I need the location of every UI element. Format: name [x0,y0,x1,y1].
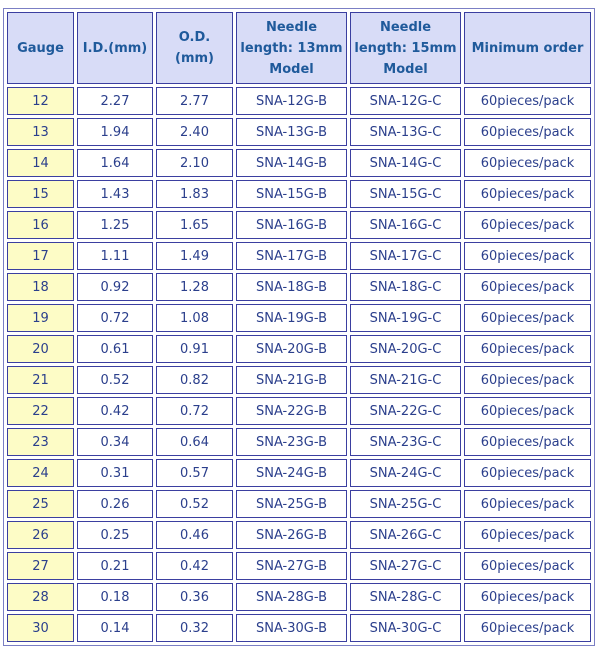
model-13mm-cell: SNA-17G-B [236,242,347,270]
gauge-cell: 21 [7,366,74,394]
gauge-cell: 30 [7,614,74,642]
model-15mm-cell: SNA-26G-C [350,521,461,549]
model-13mm-cell: SNA-27G-B [236,552,347,580]
inner-diameter-cell: 2.27 [77,87,153,115]
minimum-order-cell: 60pieces/pack [464,211,591,239]
minimum-order-cell: 60pieces/pack [464,459,591,487]
outer-diameter-cell: 1.65 [156,211,233,239]
minimum-order-cell: 60pieces/pack [464,583,591,611]
inner-diameter-cell: 0.31 [77,459,153,487]
model-15mm-cell: SNA-18G-C [350,273,461,301]
outer-diameter-cell: 0.57 [156,459,233,487]
gauge-cell: 16 [7,211,74,239]
model-15mm-cell: SNA-25G-C [350,490,461,518]
model-13mm-cell: SNA-30G-B [236,614,347,642]
table-header [7,12,591,84]
inner-diameter-cell: 0.72 [77,304,153,332]
model-15mm-cell: SNA-21G-C [350,366,461,394]
model-13mm-cell: SNA-25G-B [236,490,347,518]
header-c-line2: length: 15mm [354,40,457,56]
gauge-cell: 19 [7,304,74,332]
gauge-cell: 18 [7,273,74,301]
minimum-order-cell: 60pieces/pack [464,614,591,642]
minimum-order-cell: 60pieces/pack [464,428,591,456]
outer-diameter-cell: 0.32 [156,614,233,642]
table-row [7,335,591,363]
model-15mm-cell: SNA-12G-C [350,87,461,115]
table-row [7,366,591,394]
model-15mm-cell: SNA-14G-C [350,149,461,177]
model-13mm-cell: SNA-14G-B [236,149,347,177]
outer-diameter-cell: 0.91 [156,335,233,363]
minimum-order-cell: 60pieces/pack [464,490,591,518]
outer-diameter-cell: 1.08 [156,304,233,332]
inner-diameter-cell: 0.25 [77,521,153,549]
minimum-order-cell: 60pieces/pack [464,397,591,425]
model-15mm-cell: SNA-20G-C [350,335,461,363]
gauge-cell: 26 [7,521,74,549]
model-13mm-cell: SNA-19G-B [236,304,347,332]
minimum-order-cell: 60pieces/pack [464,87,591,115]
model-13mm-cell: SNA-18G-B [236,273,347,301]
header-model-15mm [350,12,461,84]
model-15mm-cell: SNA-30G-C [350,614,461,642]
minimum-order-cell: 60pieces/pack [464,304,591,332]
inner-diameter-cell: 0.34 [77,428,153,456]
outer-diameter-cell: 2.77 [156,87,233,115]
model-15mm-cell: SNA-23G-C [350,428,461,456]
header-outer-diameter [156,12,233,84]
header-gauge: Gauge [7,12,74,84]
gauge-cell: 13 [7,118,74,146]
inner-diameter-cell: 0.14 [77,614,153,642]
model-15mm-cell: SNA-27G-C [350,552,461,580]
model-13mm-cell: SNA-12G-B [236,87,347,115]
table-row [7,490,591,518]
model-15mm-cell: SNA-19G-C [350,304,461,332]
header-od-line1: O.D. [178,30,211,45]
model-15mm-cell: SNA-13G-C [350,118,461,146]
minimum-order-cell: 60pieces/pack [464,552,591,580]
header-b-line3: Model [269,61,314,77]
table-row [7,459,591,487]
gauge-cell: 22 [7,397,74,425]
minimum-order-cell: 60pieces/pack [464,366,591,394]
header-b-line2: length: 13mm [240,40,343,56]
inner-diameter-cell: 0.18 [77,583,153,611]
model-13mm-cell: SNA-26G-B [236,521,347,549]
inner-diameter-cell: 1.11 [77,242,153,270]
minimum-order-cell: 60pieces/pack [464,180,591,208]
inner-diameter-cell: 0.61 [77,335,153,363]
gauge-cell: 27 [7,552,74,580]
model-13mm-cell: SNA-28G-B [236,583,347,611]
inner-diameter-cell: 0.52 [77,366,153,394]
header-row [7,12,591,84]
header-minimum-order: Minimum order [464,12,591,84]
model-15mm-cell: SNA-15G-C [350,180,461,208]
inner-diameter-cell: 0.26 [77,490,153,518]
outer-diameter-cell: 0.42 [156,552,233,580]
outer-diameter-cell: 2.40 [156,118,233,146]
model-13mm-cell: SNA-16G-B [236,211,347,239]
table-row [7,583,591,611]
gauge-cell: 25 [7,490,74,518]
minimum-order-cell: 60pieces/pack [464,273,591,301]
outer-diameter-cell: 0.82 [156,366,233,394]
inner-diameter-cell: 0.21 [77,552,153,580]
table-row [7,521,591,549]
table-row [7,552,591,580]
header-od-line2: (mm) [175,51,214,66]
header-model-13mm [236,12,347,84]
inner-diameter-cell: 1.25 [77,211,153,239]
model-13mm-cell: SNA-24G-B [236,459,347,487]
model-13mm-cell: SNA-15G-B [236,180,347,208]
inner-diameter-cell: 1.43 [77,180,153,208]
gauge-cell: 14 [7,149,74,177]
table-row [7,304,591,332]
gauge-cell: 28 [7,583,74,611]
gauge-cell: 15 [7,180,74,208]
model-13mm-cell: SNA-21G-B [236,366,347,394]
header-inner-diameter: I.D.(mm) [77,12,153,84]
outer-diameter-cell: 0.36 [156,583,233,611]
minimum-order-cell: 60pieces/pack [464,118,591,146]
table-row [7,211,591,239]
gauge-cell: 12 [7,87,74,115]
outer-diameter-cell: 1.28 [156,273,233,301]
outer-diameter-cell: 0.46 [156,521,233,549]
model-13mm-cell: SNA-22G-B [236,397,347,425]
model-15mm-cell: SNA-28G-C [350,583,461,611]
gauge-cell: 24 [7,459,74,487]
model-15mm-cell: SNA-22G-C [350,397,461,425]
inner-diameter-cell: 1.64 [77,149,153,177]
table-row [7,118,591,146]
table-row [7,273,591,301]
outer-diameter-cell: 0.72 [156,397,233,425]
table-body [7,87,591,642]
outer-diameter-cell: 0.52 [156,490,233,518]
minimum-order-cell: 60pieces/pack [464,149,591,177]
header-c-line3: Model [383,61,428,77]
gauge-cell: 20 [7,335,74,363]
table-row [7,87,591,115]
table-row [7,149,591,177]
table-row [7,428,591,456]
outer-diameter-cell: 0.64 [156,428,233,456]
inner-diameter-cell: 0.42 [77,397,153,425]
model-13mm-cell: SNA-13G-B [236,118,347,146]
gauge-cell: 17 [7,242,74,270]
table-row [7,180,591,208]
header-c-line1: Needle [379,19,432,35]
needle-spec-table [3,8,595,646]
table-row [7,397,591,425]
outer-diameter-cell: 2.10 [156,149,233,177]
model-13mm-cell: SNA-23G-B [236,428,347,456]
table-row [7,242,591,270]
model-15mm-cell: SNA-24G-C [350,459,461,487]
minimum-order-cell: 60pieces/pack [464,521,591,549]
model-15mm-cell: SNA-16G-C [350,211,461,239]
model-15mm-cell: SNA-17G-C [350,242,461,270]
inner-diameter-cell: 0.92 [77,273,153,301]
outer-diameter-cell: 1.83 [156,180,233,208]
model-13mm-cell: SNA-20G-B [236,335,347,363]
minimum-order-cell: 60pieces/pack [464,335,591,363]
table-row [7,614,591,642]
header-b-line1: Needle [265,19,318,35]
outer-diameter-cell: 1.49 [156,242,233,270]
minimum-order-cell: 60pieces/pack [464,242,591,270]
gauge-cell: 23 [7,428,74,456]
inner-diameter-cell: 1.94 [77,118,153,146]
